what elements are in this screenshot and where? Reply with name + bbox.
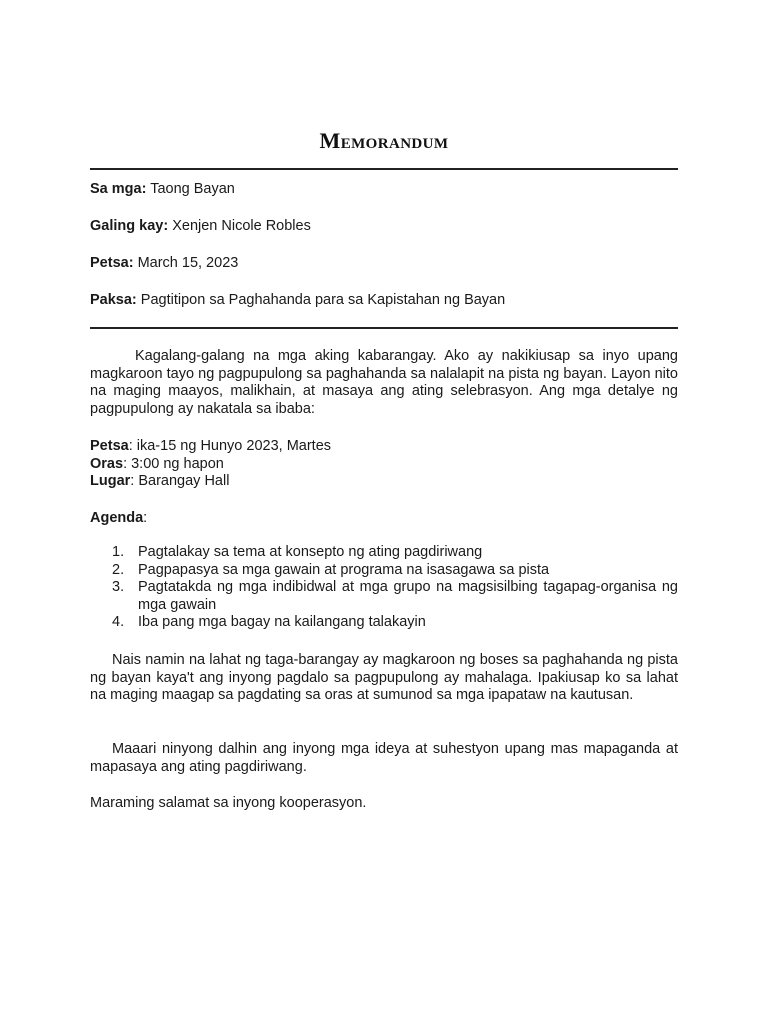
to-label: Sa mga:	[90, 181, 147, 197]
meeting-date-value: : ika-15 ng Hunyo 2023, Martes	[128, 438, 332, 454]
agenda-item	[90, 614, 678, 632]
agenda-item	[90, 562, 678, 580]
meeting-details	[90, 438, 331, 491]
meeting-time-value: : 3:00 ng hapon	[123, 455, 224, 472]
agenda-item-number: 2.	[112, 561, 125, 578]
agenda-item-text: Pagtalakay sa tema at konsepto ng ating pagdiriwang	[138, 544, 483, 560]
memo-title: Memorandum	[319, 128, 449, 153]
header-top-divider	[90, 168, 678, 170]
ideas-paragraph: Maaari ninyong dalhin ang inyong mga ideya at suhestyon upang mas mapaganda at mapasaya ang ating pagdiriwang.	[90, 741, 678, 775]
header-bottom-divider	[90, 327, 678, 329]
subject-value: Pagtitipon sa Paghahanda para sa Kapistahan ng Bayan	[140, 292, 506, 308]
agenda-heading	[90, 510, 147, 528]
agenda-item-number: 4.	[112, 614, 125, 631]
to-value: Taong Bayan	[150, 181, 235, 197]
date-value: March 15, 2023	[137, 255, 239, 271]
from-field	[90, 217, 311, 235]
agenda-item	[90, 544, 678, 562]
intro-paragraph: Kagalang-galang na mga aking kabarangay. Ako ay nakikiusap sa inyo upang magkaroon tayo ng pagpupulong sa paghahanda sa nalalapit na pista ng bayan. Layon nito na maging maayos, malikhain, at masaya ang ating selebrasyon. Ang mga detalye ng pagpupulong ay nakatala sa ibaba:	[90, 348, 678, 417]
participation-paragraph: Nais namin na lahat ng taga-barangay ay magkaroon ng boses sa paghahanda ng pista ng bayan kaya't ang inyong pagdalo sa pagpupulong ay mahalaga. Ipakiusap ko sa lahat na maging maagap sa pagdating sa oras at sumunod sa mga ipapataw na kautusan.	[90, 652, 678, 704]
meeting-time	[90, 456, 331, 474]
agenda-item-text: Pagtatakda ng mga indibidwal at mga grupo na magsisilbing tagapag-organisa ng mga gawain	[138, 579, 678, 613]
subject-field	[90, 291, 505, 309]
agenda-item-number: 3.	[112, 579, 125, 596]
agenda-label: Agenda	[90, 510, 144, 526]
to-field	[90, 180, 235, 198]
meeting-place	[90, 473, 331, 491]
from-label: Galing kay:	[90, 218, 169, 234]
agenda-item-number: 1.	[112, 544, 125, 560]
meeting-date	[90, 438, 331, 456]
subject-label: Paksa:	[90, 292, 137, 308]
meeting-place-value: : Barangay Hall	[130, 473, 230, 490]
agenda-item	[90, 579, 678, 614]
from-value: Xenjen Nicole Robles	[172, 218, 311, 234]
meeting-place-label: Lugar	[90, 473, 131, 490]
agenda-list	[90, 544, 678, 632]
agenda-colon: :	[143, 510, 148, 526]
date-field	[90, 254, 238, 272]
meeting-date-label: Petsa	[90, 438, 129, 454]
agenda-item-text: Pagpapasya sa mga gawain at programa na isasagawa sa pista	[138, 561, 550, 578]
agenda-item-text: Iba pang mga bagay na kailangang talakayin	[138, 614, 426, 631]
closing-line: Maraming salamat sa inyong kooperasyon.	[90, 795, 367, 811]
date-label: Petsa:	[90, 255, 134, 271]
meeting-time-label: Oras	[90, 455, 124, 472]
